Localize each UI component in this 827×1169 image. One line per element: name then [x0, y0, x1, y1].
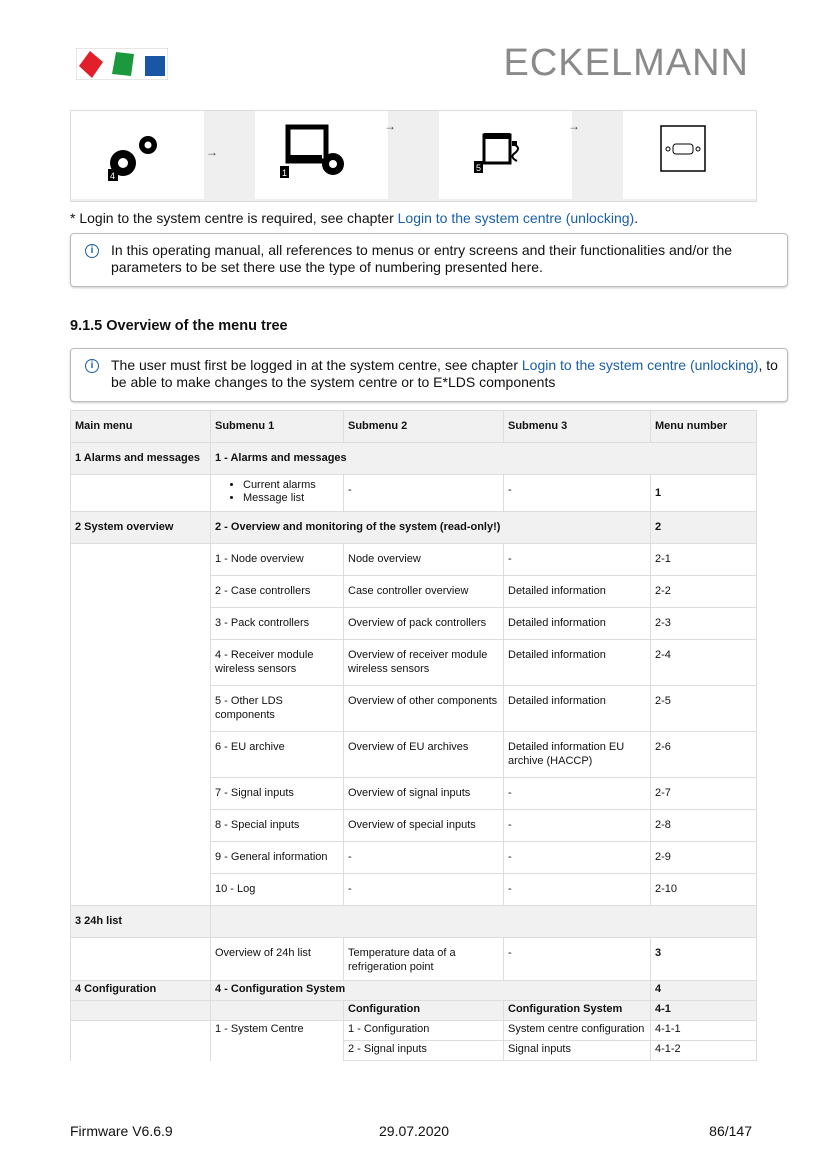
- submenu3-cell: Detailed information EU archive (HACCP): [504, 732, 651, 778]
- submenu2-cell: 2 - Signal inputs: [344, 1041, 504, 1061]
- submenu-cell: 4 - Configuration System: [211, 981, 651, 1001]
- submenu-cell: 1 - Node overview: [211, 544, 344, 576]
- info-icon: i: [85, 359, 99, 373]
- arrow: →: [384, 119, 396, 133]
- menu-number-cell: 2-9: [651, 842, 757, 874]
- main-menu-cell: 3 24h list: [71, 906, 211, 938]
- menu-number-cell: 2-5: [651, 686, 757, 732]
- menu-number-cell: 2-6: [651, 732, 757, 778]
- header-cell: Main menu: [71, 411, 211, 443]
- submenu3-cell: -: [504, 475, 651, 512]
- table-row: [71, 938, 757, 981]
- submenu2-cell: -: [344, 475, 504, 512]
- menu-number-cell: 2-10: [651, 874, 757, 906]
- submenu-cell: 2 - Overview and monitoring of the system (read-only!): [211, 512, 651, 544]
- table-row: [71, 512, 757, 544]
- menu-number-cell: 4-1: [651, 1001, 757, 1021]
- list-item: • Current alarms: [243, 479, 339, 492]
- footer-date: 29.07.2020: [379, 1123, 450, 1139]
- empty-cell: [211, 906, 757, 938]
- menu-number-cell: 2-2: [651, 576, 757, 608]
- footer-page: 86/147: [709, 1123, 752, 1139]
- menu-number-cell: 2-1: [651, 544, 757, 576]
- empty-cell: [71, 938, 211, 981]
- menu-number-cell: 4-1-2: [651, 1041, 757, 1061]
- submenu-cell: 1 - Alarms and messages: [211, 443, 757, 475]
- serial-connector-icon: [623, 111, 756, 199]
- table-row: [71, 475, 757, 512]
- header-cell: Submenu 1: [211, 411, 344, 443]
- submenu-cell: 3 - Pack controllers: [211, 608, 344, 640]
- menu-number-cell: 2-8: [651, 810, 757, 842]
- menu-path-strip: [70, 110, 757, 202]
- submenu-cell: 1 - System Centre: [211, 1021, 344, 1061]
- info-icon: i: [85, 244, 99, 258]
- info-text-suffix: , to be able to make changes to the system centre or to E*LDS components: [111, 357, 778, 390]
- note-text: * Login to the system centre is required, see chapter: [70, 210, 398, 226]
- login-note: [70, 210, 638, 226]
- empty-cell: [71, 544, 211, 906]
- empty-cell: [71, 475, 211, 512]
- submenu2-cell: Overview of signal inputs: [344, 778, 504, 810]
- submenu3-cell: -: [504, 842, 651, 874]
- table-row: [71, 1001, 757, 1021]
- submenu-cell: 5 - Other LDS components: [211, 686, 344, 732]
- menu-number-cell: 2-3: [651, 608, 757, 640]
- submenu3-cell: System centre configuration: [504, 1021, 651, 1041]
- submenu2-cell: -: [344, 874, 504, 906]
- arrow: →: [568, 119, 580, 133]
- submenu3-cell: Configuration System: [504, 1001, 651, 1021]
- menu-number-cell: 3: [651, 938, 757, 981]
- svg-text:5: 5: [476, 163, 482, 173]
- submenu-cell: 8 - Special inputs: [211, 810, 344, 842]
- footer-firmware: Firmware V6.6.9: [70, 1123, 173, 1139]
- empty-cell: [211, 1001, 344, 1021]
- menu-number-cell: 2-4: [651, 640, 757, 686]
- submenu2-cell: Case controller overview: [344, 576, 504, 608]
- submenu3-cell: -: [504, 874, 651, 906]
- submenu-cell: 2 - Case controllers: [211, 576, 344, 608]
- header-cell: Submenu 2: [344, 411, 504, 443]
- info-text: In this operating manual, all references to menus or entry screens and their functionalities and/or the parameters to be set there use the type of numbering presented here.: [111, 242, 733, 275]
- section-title: 9.1.5 Overview of the menu tree: [70, 318, 288, 334]
- submenu3-cell: Detailed information: [504, 686, 651, 732]
- table-header-row: [71, 411, 757, 443]
- submenu3-cell: -: [504, 938, 651, 981]
- configuration-gears-icon: [71, 111, 204, 199]
- submenu-cell: 9 - General information: [211, 842, 344, 874]
- submenu3-cell: -: [504, 810, 651, 842]
- table-row: [71, 1021, 757, 1041]
- table-row: [71, 443, 757, 475]
- submenu-cell: 4 - Receiver module wireless sensors: [211, 640, 344, 686]
- submenu-cell: 6 - EU archive: [211, 732, 344, 778]
- menu-number-cell: 4: [651, 981, 757, 1001]
- submenu3-cell: Detailed information: [504, 608, 651, 640]
- system-centre-icon: [255, 111, 388, 199]
- submenu2-cell: Temperature data of a refrigeration point: [344, 938, 504, 981]
- main-menu-cell: 2 System overview: [71, 512, 211, 544]
- submenu-cell: [211, 475, 344, 512]
- main-menu-cell: 1 Alarms and messages: [71, 443, 211, 475]
- table-row: [71, 544, 757, 576]
- table-row: [71, 906, 757, 938]
- list-item: • Message list: [243, 492, 339, 505]
- submenu2-cell: Overview of special inputs: [344, 810, 504, 842]
- menu-number-cell: 2: [651, 512, 757, 544]
- submenu-cell: 10 - Log: [211, 874, 344, 906]
- eckelmann-logo-icon: [76, 48, 168, 80]
- submenu2-cell: Overview of other components: [344, 686, 504, 732]
- arrow: →: [206, 145, 218, 159]
- table-row: [71, 981, 757, 1001]
- note-suffix: .: [634, 210, 639, 226]
- signal-inputs-icon: [439, 111, 572, 199]
- empty-cell: [71, 1001, 211, 1021]
- submenu2-cell: Overview of EU archives: [344, 732, 504, 778]
- submenu3-cell: -: [504, 544, 651, 576]
- submenu2-cell: Node overview: [344, 544, 504, 576]
- submenu3-cell: Detailed information: [504, 576, 651, 608]
- submenu3-cell: -: [504, 778, 651, 810]
- brand-name: ECKELMANN: [503, 42, 749, 84]
- submenu2-cell: Overview of pack controllers: [344, 608, 504, 640]
- svg-text:1: 1: [282, 168, 288, 178]
- svg-text:4: 4: [110, 171, 116, 181]
- empty-cell: [71, 1021, 211, 1061]
- submenu-cell: 7 - Signal inputs: [211, 778, 344, 810]
- info-text: The user must first be logged in at the system centre, see chapter: [111, 357, 522, 373]
- submenu2-cell: Overview of receiver module wireless sensors: [344, 640, 504, 686]
- menu-tree-table: [70, 410, 757, 1061]
- menu-number-cell: 2-7: [651, 778, 757, 810]
- submenu2-cell: Configuration: [344, 1001, 504, 1021]
- login-link[interactable]: Login to the system centre (unlocking): [397, 210, 635, 226]
- menu-number-cell: 4-1-1: [651, 1021, 757, 1041]
- header-cell: Submenu 3: [504, 411, 651, 443]
- menu-number-cell: 1: [651, 475, 757, 512]
- submenu3-cell: Signal inputs: [504, 1041, 651, 1061]
- submenu3-cell: Detailed information: [504, 640, 651, 686]
- header-cell: Menu number: [651, 411, 757, 443]
- submenu-cell: Overview of 24h list: [211, 938, 344, 981]
- submenu2-cell: -: [344, 842, 504, 874]
- info-box-numbering: [70, 233, 788, 287]
- main-menu-cell: 4 Configuration: [71, 981, 211, 1001]
- info-box-login: [70, 348, 788, 402]
- login-link[interactable]: Login to the system centre (unlocking): [521, 357, 759, 373]
- submenu2-cell: 1 - Configuration: [344, 1021, 504, 1041]
